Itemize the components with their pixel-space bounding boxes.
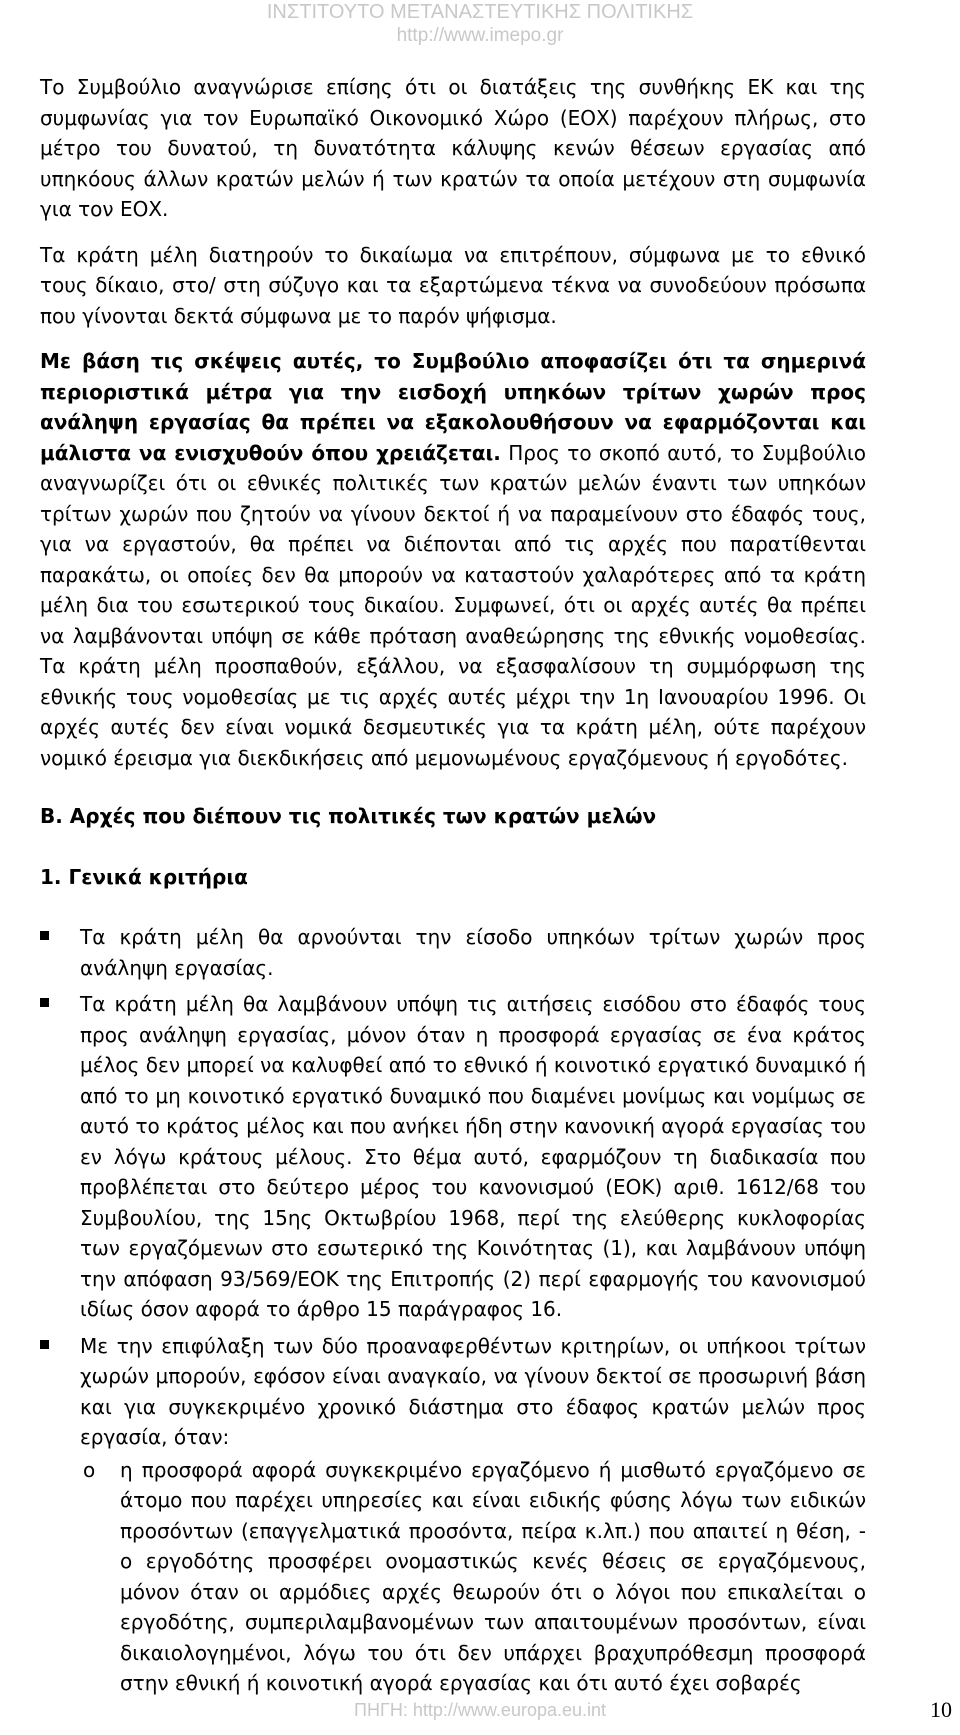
page-number: 10 bbox=[930, 1697, 952, 1722]
sub-list-item bbox=[40, 1455, 866, 1699]
square-bullet-icon bbox=[40, 931, 49, 940]
paragraph-3-bold: Με βάση τις σκέψεις αυτές, το Συμβούλιο αποφασίζει ότι τα σημερινά περιοριστικά μέτρα για την εισδοχή υπηκόων τρίτων χωρών προς ανάληψη εργασίας θα πρέπει να εξακολουθήσουν να εφαρμόζονται και μάλιστα να ενισχυθούν όπου χρειάζεται. bbox=[40, 349, 866, 465]
section-heading-b: Β. Αρχές που διέπουν τις πολιτικές των κρατών μελών bbox=[40, 804, 657, 828]
header-url: http://www.imepo.gr bbox=[396, 25, 564, 46]
paragraph-3 bbox=[40, 346, 866, 773]
list-item-text: Με την επιφύλαξη των δύο προαναφερθέντων κριτηρίων, οι υπήκοοι τρίτων χωρών μπορούν, εφόσον είναι αναγκαίο, να γίνουν δεκτοί σε προσωρινή βάση και για συγκεκριμένο χρονικό διάστημα στο έδαφος κρατών μελών προς εργασία, όταν: bbox=[80, 1333, 866, 1449]
square-bullet-icon bbox=[40, 998, 49, 1007]
list-item bbox=[40, 1331, 866, 1453]
header-organization: ΙΝΣΤΙΤΟΥΤΟ ΜΕΤΑΝΑΣΤΕΥΤΙΚΗΣ ΠΟΛΙΤΙΚΗΣ bbox=[266, 1, 694, 23]
list-item-text: Τα κράτη μέλη θα λαμβάνουν υπόψη τις αιτήσεις εισόδου στο έδαφός τους προς ανάληψη εργασίας, μόνον όταν η προσφορά εργασίας σε ένα κράτος μέλος δεν μπορεί να καλυφθεί από το εθνικό ή κοινοτικό εργατικό δυναμικό ή από το μη κοινοτικό εργατικό δυναμικό που διαμένει μονίμως και νομίμως σε αυτό το κράτος μέλος και που ανήκει ήδη στην κανονική αγορά εργασίας του εν λόγω κράτους μέλους. Στο θέμα αυτό, εφαρμόζουν τη διαδικασία που προβλέπεται στο δεύτερο μέρος του κανονισμού (ΕΟΚ) αριθ. 1612/68 του Συμβουλίου, της 15ης Οκτωβρίου 1968, περί της ελεύθερης κυκλοφορίας των εργαζόμενων στο εσωτερικό της Κοινότητας (1), και λαμβάνουν υπόψη την απόφαση 93/569/ΕΟΚ της Επιτροπής (2) περί εφαρμογής του κανονισμού ιδίως όσον αφορά το άρθρο 15 παράγραφος 16. bbox=[80, 992, 866, 1321]
paragraph-2: Τα κράτη μέλη διατηρούν το δικαίωμα να επιτρέπουν, σύμφωνα με το εθνικό τους δίκαιο, στο/ στη σύζυγο και τα εξαρτώμενα τέκνα να συνοδεύουν πρόσωπα που γίνονται δεκτά σύμφωνα με το παρόν ψήφισμα. bbox=[40, 242, 866, 328]
list-item bbox=[40, 989, 866, 1325]
page-footer-source: ΠΗΓΗ: http://www.europa.eu.int bbox=[353, 1700, 607, 1720]
list-item-text: Τα κράτη μέλη θα αρνούνται την είσοδο υπηκόων τρίτων χωρών προς ανάληψη εργασίας. bbox=[80, 925, 866, 980]
circle-bullet-icon: o bbox=[83, 1457, 96, 1482]
paragraph-1: Το Συμβούλιο αναγνώρισε επίσης ότι οι διατάξεις της συνθήκης ΕΚ και της συμφωνίας για τον Ευρωπαϊκό Οικονομικό Χώρο (ΕΟΧ) παρέχουν πλήρως, στο μέτρο του δυνατού, τη δυνατότητα κάλυψης κενών θέσεων εργασίας από υπηκόους άλλων κρατών μελών ή των κρατών τα οποία μετέχουν στη συμφωνία για τον ΕΟΧ. bbox=[40, 75, 866, 221]
page-header bbox=[0, 0, 960, 48]
sub-list bbox=[40, 1455, 866, 1699]
subsection-heading-1: 1. Γενικά κριτήρια bbox=[40, 864, 248, 889]
document-body bbox=[40, 72, 866, 1699]
paragraph-3-rest: Προς το σκοπό αυτό, το Συμβούλιο αναγνωρίζει ότι οι εθνικές πολιτικές των κρατών μελών έναντι των υπηκόων τρίτων χωρών που ζητούν να γίνουν δεκτοί ή να παραμείνουν στο έδαφός τους, για να εργαστούν, θα πρέπει να διέπονται από τις αρχές που παρατίθενται παρακάτω, οι οποίες δεν θα μπορούν να καταστούν χαλαρότερες από τα κράτη μέλη δια του εσωτερικού τους δικαίου. Συμφωνεί, ότι οι αρχές αυτές θα πρέπει να λαμβάνονται υπόψη σε κάθε πρόταση αναθεώρησης της εθνικής νομοθεσίας. Τα κράτη μέλη προσπαθούν, εξάλλου, να εξασφαλίσουν τη συμμόρφωση της εθνικής τους νομοθεσίας με τις αρχές αυτές μέχρι την 1η Ιανουαρίου 1996. Οι αρχές αυτές δεν είναι νομικά δεσμευτικές για τα κράτη μέλη, ούτε παρέχουν νομικό έρεισμα για διεκδικήσεις από μεμονωμένους εργαζόμενους ή εργοδότες. bbox=[40, 440, 866, 770]
sub-list-item-text: η προσφορά αφορά συγκεκριμένο εργαζόμενο ή μισθωτό εργαζόμενο σε άτομο που παρέχει υπηρεσίες και είναι ειδικής φύσης λόγω των ειδικών προσόντων (επαγγελματικά προσόντα, πείρα κ.λπ.) που απαιτεί η θέση, - ο εργοδότης προσφέρει ονομαστικώς κενές θέσεις σε εργαζόμενους, μόνον όταν οι αρμόδιες αρχές θεωρούν ότι ο λόγοι που επικαλείται ο εργοδότης, συμπεριλαμβανομένων των απαιτουμένων προσόντων, είναι δικαιολογημένοι, λόγω του ότι δεν υπάρχει βραχυπρόθεσμη προσφορά στην εθνική ή κοινοτική αγορά εργασίας και ότι αυτό έχει σοβαρές bbox=[120, 1457, 866, 1695]
criteria-list bbox=[40, 922, 866, 1453]
square-bullet-icon bbox=[40, 1340, 49, 1349]
list-item bbox=[40, 922, 866, 983]
